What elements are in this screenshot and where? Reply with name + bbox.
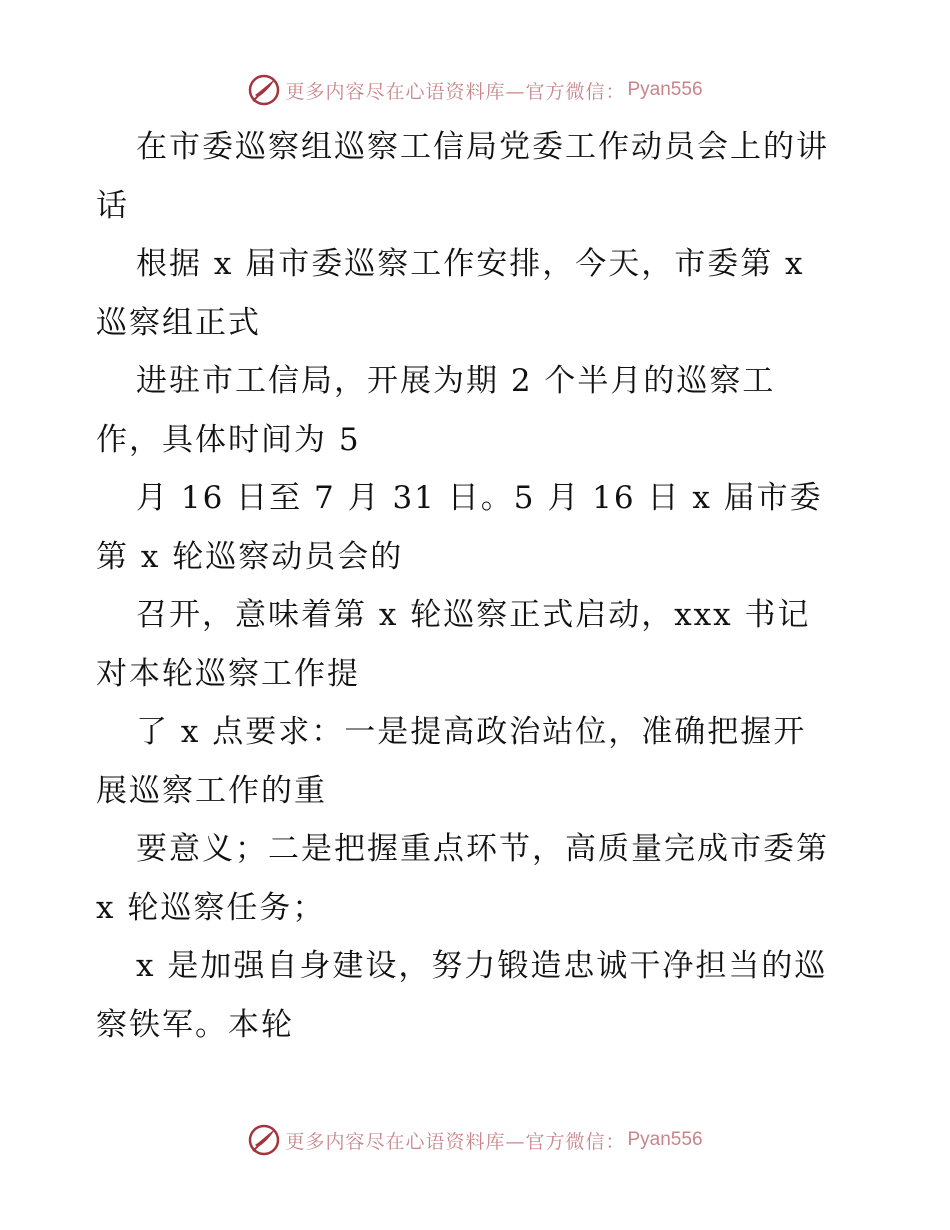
document-line: 作，具体时间为 5: [96, 421, 361, 458]
document-line: x 是加强自身建设，努力锻造忠诚干净担当的巡: [136, 948, 828, 984]
quill-pen-logo-icon: [247, 1123, 281, 1157]
banner-text: 更多内容尽在心语资料库—官方微信：: [285, 80, 626, 103]
document-line: 了 x 点要求：一是提高政治站位，准确把握开: [136, 714, 807, 750]
document-line: 话: [96, 187, 129, 224]
document-line: 对本轮巡察工作提: [96, 655, 360, 692]
banner-wechat-handle: Pyan556: [627, 1129, 703, 1150]
document-line: 察铁军。本轮: [96, 1006, 294, 1043]
banner-wechat-handle: Pyan556: [627, 79, 703, 100]
document-line: 要意义；二是把握重点环节，高质量完成市委第: [136, 831, 829, 867]
banner-text: 更多内容尽在心语资料库—官方微信：: [285, 1130, 626, 1153]
document-line: 巡察组正式: [96, 304, 261, 341]
document-line: 根据 x 届市委巡察工作安排，今天，市委第 x: [136, 246, 805, 282]
document-line: 在市委巡察组巡察工信局党委工作动员会上的讲: [136, 129, 829, 165]
footer-banner: [0, 1120, 950, 1160]
document-line: 展巡察工作的重: [96, 772, 327, 809]
document-line: x 轮巡察任务；: [96, 889, 326, 926]
document-line: 月 16 日至 7 月 31 日。5 月 16 日 x 届市委: [136, 480, 823, 516]
document-line: 进驻市工信局，开展为期 2 个半月的巡察工: [136, 363, 776, 399]
quill-pen-logo-icon: [247, 73, 281, 107]
document-line: 召开，意味着第 x 轮巡察正式启动，xxx 书记: [136, 597, 811, 633]
document-body: [96, 118, 856, 1054]
header-banner: [0, 70, 950, 110]
document-line: 第 x 轮巡察动员会的: [96, 538, 404, 575]
